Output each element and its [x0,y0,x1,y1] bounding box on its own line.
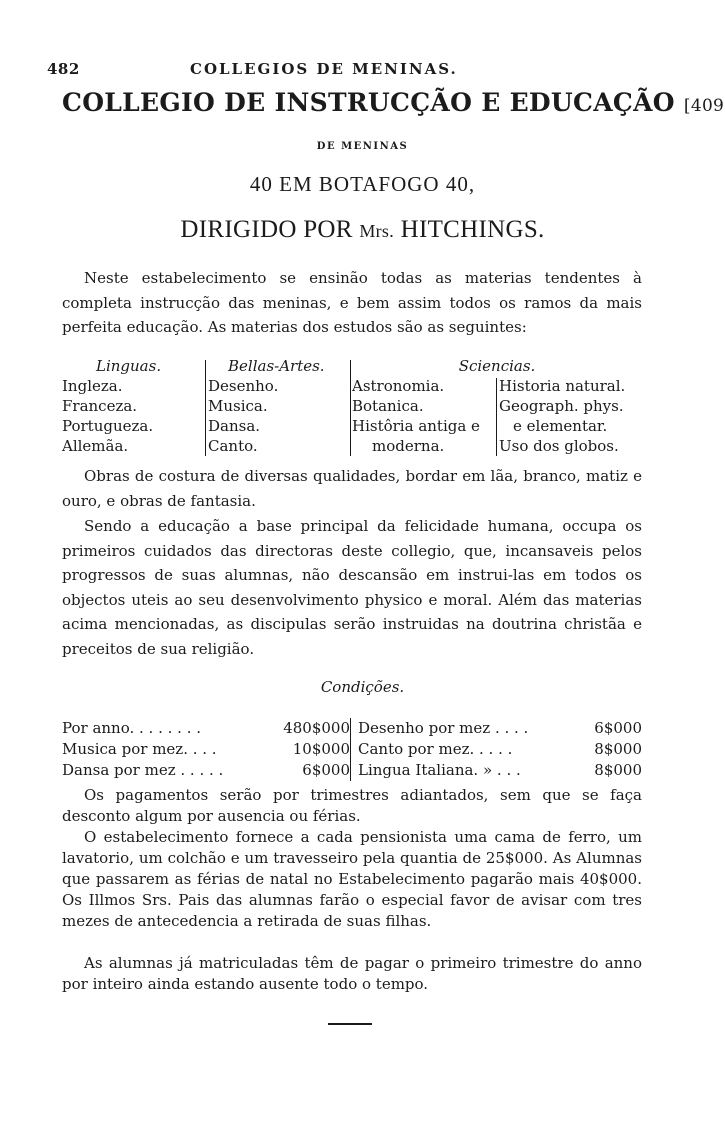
linguas-item: Franceza. [62,397,138,415]
director-title: Mrs. [359,221,395,241]
linguas-item: Portugueza. [62,417,154,435]
intro-paragraph: Neste estabelecimento se ensinão todas as materias tendentes à completa instrucção das meninas, e bem assim todos os ramos da mais perfeita educação. As materias dos estudos são as seguintes: [62,269,642,336]
director-line [0,216,725,244]
sciencias-item: Uso dos globos. [499,437,619,455]
bellas-artes-item: Canto. [208,437,258,455]
entry-number: [409 [683,96,725,116]
linguas-heading: Linguas. [96,357,162,375]
matriculadas-paragraph: As alumnas já matriculadas têm de pagar o primeiro trimestre do anno por inteiro ainda estando ausente todo o tempo. [62,954,642,993]
fee-label: Musica por mez. . . . [62,740,217,758]
sciencias-item: Geograph. phys. [499,397,624,415]
pagamentos-paragraph: Os pagamentos serão por trimestres adiantados, sem que se faça desconto algum por ausencia ou férias. [62,786,642,825]
bellas-artes-item: Musica. [208,397,268,415]
sciencias-item: Botanica. [352,397,424,415]
bellas-artes-item: Dansa. [208,417,261,435]
sciencias-item: Astronomia. [352,377,445,395]
bellas-artes-heading: Bellas-Artes. [228,357,325,375]
bellas-artes-item: Desenho. [208,377,279,395]
sciencias-item: moderna. [372,437,445,455]
fee-row [62,739,642,760]
sciencias-column [352,356,642,376]
sciencias-item: Histôria antiga e [352,417,480,435]
subjects-table [62,356,642,460]
fee-row [62,760,642,781]
column-divider [205,360,206,456]
sciencias-heading: Sciencias. [458,357,536,375]
fee-label: Por anno. . . . . . . . [62,719,202,737]
sciencias-left-list [352,376,498,456]
end-rule [328,1023,372,1025]
fee-value: 6$000 [594,719,642,737]
address: 40 EM BOTAFOGO 40, [249,172,476,196]
linguas-item: Ingleza. [62,377,123,395]
page-number: 482 [47,60,80,78]
linguas-item: Allemãa. [62,437,129,455]
director-prefix: DIRIGIDO POR [180,216,353,243]
fees-table [62,718,642,781]
fee-label: Desenho por mez . . . . [358,719,529,737]
bellas-artes-column [208,356,348,456]
fee-value: 8$000 [594,761,642,779]
fee-label: Canto por mez. . . . . [358,740,513,758]
column-divider [350,360,351,456]
director-name: HITCHINGS. [400,216,545,243]
fee-row [62,718,642,739]
fee-value: 480$000 [283,719,350,737]
linguas-column [62,356,202,456]
fee-value: 8$000 [594,740,642,758]
column-divider [496,378,497,456]
educacao-paragraph: Sendo a educação a base principal da felicidade humana, occupa os primeiros cuidados das directoras deste collegio, que, incansaveis pelos progressos de suas alumnas, não descansão em instrui-las em todos os objectos uteis ao seu desenvolvimento physico e moral. Além das materias acima mencionadas, as discipulas serão instruidas na doutrina christãa e preceitos de sua religião. [62,517,642,658]
subtitle: DE MENINAS [316,141,409,152]
title-text: COLLEGIO DE INSTRUCÇÃO E EDUCAÇÃO [62,88,675,117]
running-title: COLLEGIOS DE MENINAS. [190,60,458,78]
costura-paragraph: Obras de costura de diversas qualidades, bordar em lãa, branco, matiz e ouro, e obras de fantasia. [62,467,642,510]
fee-value: 10$000 [292,740,350,758]
sciencias-item: Historia natural. [499,377,626,395]
fee-label: Dansa por mez . . . . . [62,761,224,779]
sciencias-item: e elementar. [513,417,608,435]
fee-value: 6$000 [302,761,350,779]
conditions-heading: Condições. [320,678,405,696]
fornece-paragraph: O estabelecimento fornece a cada pensionista uma cama de ferro, um lavatorio, um colchão e um travesseiro pela quantia de 25$000. As Alumnas que passarem as férias de natal no Estabelecimento pagarão mais 40$000. Os Illmos Srs. Pais das alumnas farão o especial favor de avisar com tres mezes de antecedencia a retirada de suas filhas. [62,828,642,930]
fee-label: Lingua Italiana. » . . . [358,761,521,779]
page-title [62,88,724,117]
sciencias-right-list [499,376,642,456]
